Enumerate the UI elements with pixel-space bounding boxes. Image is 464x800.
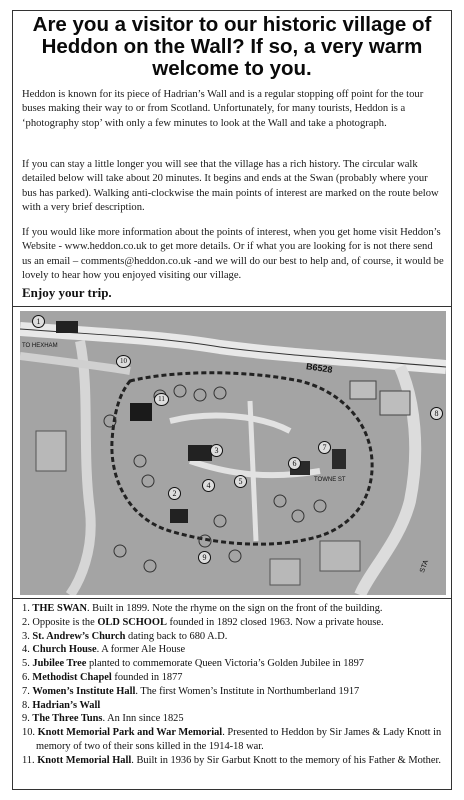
list-item: [22, 643, 448, 657]
map-point-3: 3: [210, 444, 223, 457]
map-point-9: 9: [198, 551, 211, 564]
item-name: Hadrian’s Wall: [32, 699, 101, 711]
item-name: Knott Memorial Park and War Memorial: [37, 727, 223, 739]
list-item: [22, 657, 448, 671]
map-point-8: 8: [430, 407, 443, 420]
item-number: 6.: [22, 671, 33, 683]
title-line-1: Are you a visitor to our historic village of: [32, 13, 432, 36]
item-number: 7.: [22, 685, 33, 697]
list-item: [22, 685, 448, 699]
item-name: Jubilee Tree: [32, 658, 87, 670]
item-desc: dating back to 680 A.D.: [125, 630, 228, 642]
item-number: 9.: [22, 713, 33, 725]
item-name: St. Andrew’s Church: [32, 630, 126, 642]
item-number: 3.: [22, 630, 33, 642]
item-name: Church House: [32, 644, 97, 656]
map-street-label: TOWNE ST: [314, 477, 346, 483]
item-name: Knott Memorial Hall: [37, 754, 132, 766]
item-desc: planted to commemorate Queen Victoria’s Golden Jubilee in 1897: [86, 658, 364, 670]
map-point-6: 6: [288, 457, 301, 470]
map-point-10: 10: [116, 355, 131, 368]
intro-paragraph-1: Heddon is known for its piece of Hadrian’s Wall and is a regular stopping off point for the tour buses making their way to or from Scotland. Unfortunately, for many tourists, Heddon is a ‘photography stop’ with only a few minutes to look at the Wall and take a photograph.: [22, 89, 424, 129]
map-point-5: 5: [234, 475, 247, 488]
page-title: [14, 14, 450, 80]
title-line-2: Heddon on the Wall? If so, a very warm: [41, 35, 423, 58]
walk-map-drawing: [20, 311, 446, 595]
item-number: 4.: [22, 644, 33, 656]
points-of-interest-list: [22, 602, 448, 768]
item-name: Methodist Chapel: [32, 671, 112, 683]
list-item: [22, 754, 448, 768]
item-number: 8.: [22, 699, 33, 711]
list-item: [22, 699, 448, 713]
list-item: [22, 671, 448, 685]
item-name: THE SWAN: [32, 603, 87, 614]
list-item: [22, 712, 448, 726]
item-number: 5.: [22, 658, 33, 670]
map-road-label: B6528: [305, 361, 334, 375]
divider-bottom: [12, 598, 452, 599]
item-desc: . The first Women’s Institute in Northumberland 1917: [135, 685, 360, 697]
list-item: [22, 602, 448, 616]
item-prefix: 2. Opposite is the: [22, 616, 98, 628]
map-station-label: STA: [419, 559, 431, 574]
item-desc: founded in 1892 closed 1963. Now a private house.: [166, 616, 384, 628]
item-name: The Three Tuns: [32, 713, 103, 725]
map-point-2: 2: [168, 487, 181, 500]
title-line-3: welcome to you.: [152, 57, 312, 80]
item-name: Women’s Institute Hall: [32, 685, 136, 697]
intro-paragraph-2: If you can stay a little longer you will see that the village has a rich history. The circular walk detailed below will take about 20 minutes. It begins and ends at the Swan (probably where your bus has parked). Walking anti-clockwise the main points of interest are marked on the route below with a very brief description.: [22, 159, 439, 214]
item-number: 11.: [22, 754, 38, 766]
item-number: 1.: [22, 603, 30, 614]
item-number: 10.: [22, 727, 38, 739]
divider-top: [12, 306, 452, 307]
map-hexham-label: TO HEXHAM: [22, 343, 58, 349]
map-point-1: 1: [32, 315, 45, 328]
intro-paragraph-3: If you would like more information about the points of interest, when you get home visit Heddon’s Website - www.heddon.co.uk to get more details. Or if what you are looking for is not there send us an email – comments@heddon.co.uk -and we will do our best to help and, of course, it would be lovely to hear how you enjoyed visiting our village.: [22, 227, 444, 282]
item-name: OLD SCHOOL: [97, 616, 167, 628]
walk-map: [20, 311, 446, 595]
list-item: [22, 630, 448, 644]
item-desc: founded in 1877: [111, 671, 183, 683]
item-desc: . Built in 1936 by Sir Garbut Knott to the memory of his Father & Mother.: [131, 754, 441, 766]
list-item: [22, 726, 448, 754]
list-item: [22, 616, 448, 630]
item-desc: . An Inn since 1825: [102, 713, 184, 725]
map-point-4: 4: [202, 479, 215, 492]
item-desc: . Built in 1899. Note the rhyme on the sign on the front of the building.: [86, 603, 383, 614]
item-desc: . A former Ale House: [96, 644, 186, 656]
item-desc: . Presented to Heddon by Sir James & Lady Knott in memory of two of their sons killed in the 1914-18 war.: [36, 727, 442, 752]
map-point-7: 7: [318, 441, 331, 454]
enjoy-your-trip: Enjoy your trip.: [22, 285, 112, 300]
map-point-11: 11: [154, 393, 169, 406]
